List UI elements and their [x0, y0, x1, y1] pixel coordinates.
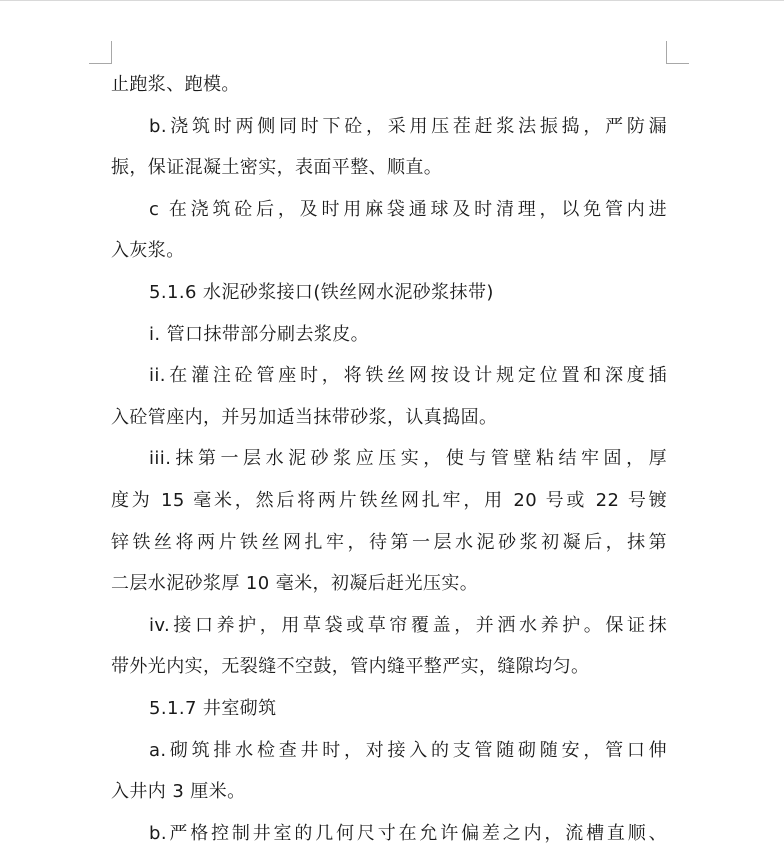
- crop-mark-top-right: [666, 41, 689, 64]
- section-heading-5-1-7: 5.1.7 井室砌筑: [149, 697, 277, 719]
- text-line: 入井内 3 厘米。: [111, 781, 246, 803]
- text-line: c 在浇筑砼后，及时用麻袋通球及时清理，以免管内进: [149, 198, 667, 220]
- text-line: 二层水泥砂浆厚 10 毫米，初凝后赶光压实。: [111, 573, 479, 595]
- text-line: 度为 15 毫米，然后将两片铁丝网扎牢，用 20 号或 22 号镀: [111, 489, 667, 511]
- text-line: 振，保证混凝土密实，表面平整、顺直。: [111, 157, 443, 179]
- section-heading-5-1-6: 5.1.6 水泥砂浆接口(铁丝网水泥砂浆抹带): [149, 281, 494, 303]
- text-line: ii.在灌注砼管座时，将铁丝网按设计规定位置和深度插: [149, 365, 667, 387]
- crop-mark-top-left: [89, 41, 112, 64]
- document-body: [111, 64, 667, 854]
- page-top-border: [0, 0, 784, 1]
- text-line: b.严格控制井室的几何尺寸在允许偏差之内，流槽直顺、: [149, 822, 667, 844]
- text-line: iii.抹第一层水泥砂浆应压实，使与管壁粘结牢固，厚: [149, 448, 667, 470]
- text-line: 止跑浆、跑模。: [111, 74, 240, 95]
- text-line: iv.接口养护，用草袋或草帘覆盖，并洒水养护。保证抹: [149, 614, 667, 636]
- text-line: b.浇筑时两侧同时下砼，采用压茬赶浆法振捣，严防漏: [149, 115, 667, 137]
- text-line: 入砼管座内，并另加适当抹带砂浆，认真捣固。: [111, 406, 498, 428]
- text-line: 入灰浆。: [111, 240, 185, 262]
- text-line: i. 管口抹带部分刷去浆皮。: [149, 323, 370, 345]
- text-line: 带外光内实，无裂缝不空鼓，管内缝平整严实，缝隙均匀。: [111, 656, 590, 678]
- text-line: 锌铁丝将两片铁丝网扎牢，待第一层水泥砂浆初凝后，抹第: [111, 531, 667, 553]
- text-line: a.砌筑排水检查井时，对接入的支管随砌随安，管口伸: [149, 739, 667, 761]
